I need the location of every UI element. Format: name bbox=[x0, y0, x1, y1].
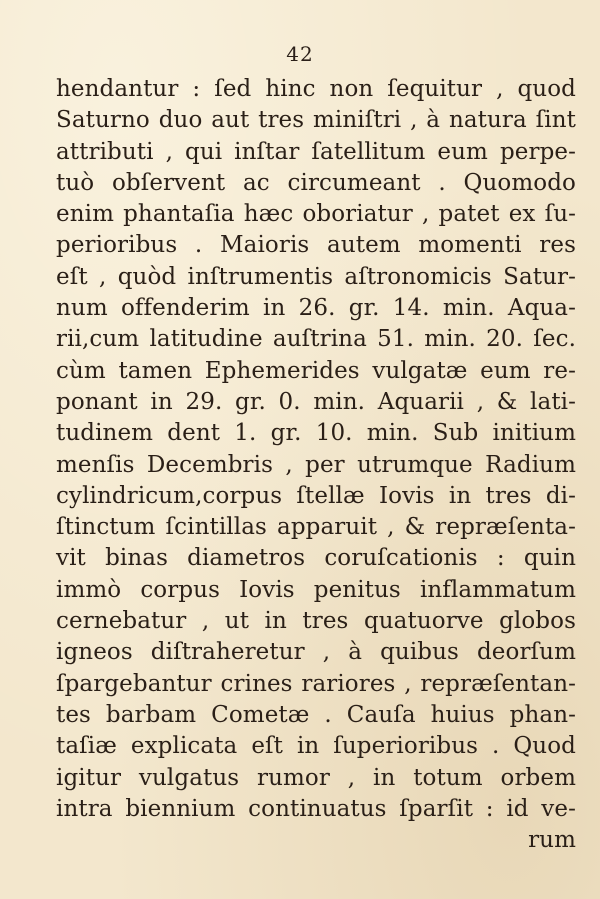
text-line: num offenderim in 26. gr. 14. min. Aqua- bbox=[56, 295, 576, 322]
text-line: perioribus . Maioris autem momenti res bbox=[56, 232, 576, 259]
text-line: cùm tamen Ephemerides vulgatæ eum re- bbox=[56, 357, 576, 384]
text-line: intra biennium continuatus ſparſit : id ve- bbox=[56, 795, 576, 822]
text-line: attributi , qui inſtar ſatellitum eum perpe- bbox=[56, 138, 576, 165]
text-line: immò corpus Iovis penitus inflammatum bbox=[56, 576, 576, 603]
text-line: ponant in 29. gr. 0. min. Aquarii , & lati- bbox=[56, 388, 576, 415]
text-line: cernebatur , ut in tres quatuorve globos bbox=[56, 608, 576, 635]
text-line: menſis Decembris , per utrumque Radium bbox=[56, 451, 576, 478]
text-line: taſiæ explicata eſt in ſuperioribus . Quod bbox=[56, 733, 576, 760]
text-line: tuò obſervent ac circumeant . Quomodo bbox=[56, 169, 576, 196]
text-line: tudinem dent 1. gr. 10. min. Sub initium bbox=[56, 420, 576, 447]
text-line: enim phantaſia hæc oboriatur , patet ex ſu- bbox=[56, 201, 576, 228]
text-line: ſtinctum ſcintillas apparuit , & repræſenta- bbox=[56, 514, 576, 541]
text-line: eſt , quòd inſtrumentis aſtronomicis Satur- bbox=[56, 263, 576, 290]
text-line: tes barbam Cometæ . Cauſa huius phan- bbox=[56, 701, 576, 728]
body-text bbox=[56, 74, 576, 856]
text-line: ſpargebantur crines rariores , repræſentan- bbox=[56, 670, 576, 697]
page-number: 42 bbox=[286, 42, 314, 66]
text-line: vit binas diametros coruſcationis : quin bbox=[56, 545, 576, 572]
text-line: cylindricum,corpus ſtellæ Iovis in tres di- bbox=[56, 482, 576, 509]
text-line: igneos diſtraheretur , à quibus deorſum bbox=[56, 639, 576, 666]
text-line: Saturno duo aut tres miniſtri , à natura ſint bbox=[56, 107, 576, 134]
catchword: rum bbox=[528, 827, 576, 854]
text-line: hendantur : ſed hinc non ſequitur , quod bbox=[56, 76, 576, 102]
text-line: igitur vulgatus rumor , in totum orbem bbox=[56, 764, 576, 791]
text-line: rii,cum latitudine auſtrina 51. min. 20. ſec. bbox=[56, 326, 576, 353]
